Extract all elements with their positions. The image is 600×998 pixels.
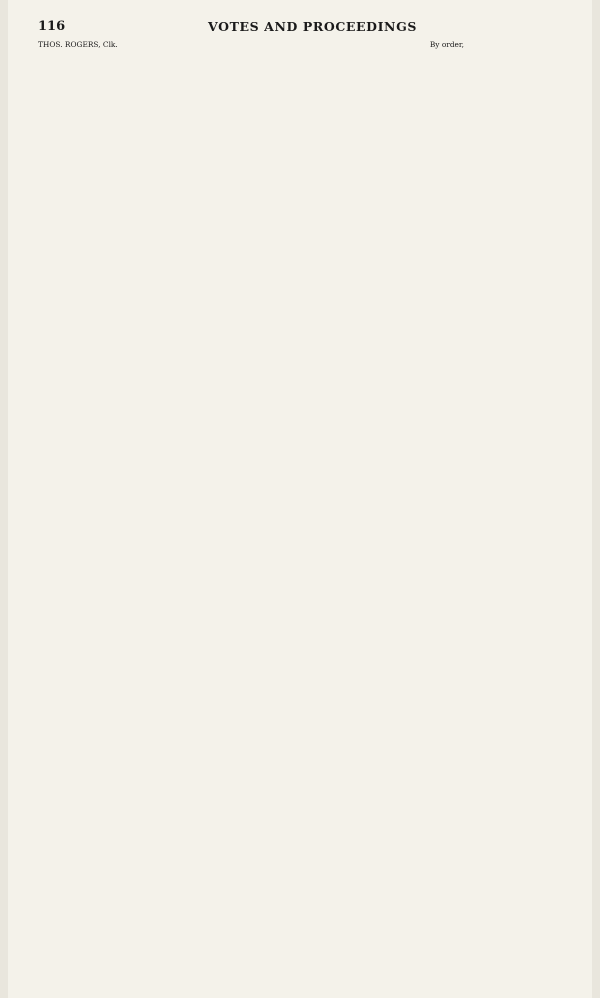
by-order: By order, xyxy=(429,40,464,49)
signature-line xyxy=(38,40,584,50)
book-page xyxy=(8,0,592,998)
text-fragment: THOS. ROGERS, Clk. xyxy=(38,40,118,49)
page-header xyxy=(38,19,584,38)
page-number: 116 xyxy=(38,19,66,34)
running-title: VOTES AND PROCEEDINGS xyxy=(208,19,417,34)
